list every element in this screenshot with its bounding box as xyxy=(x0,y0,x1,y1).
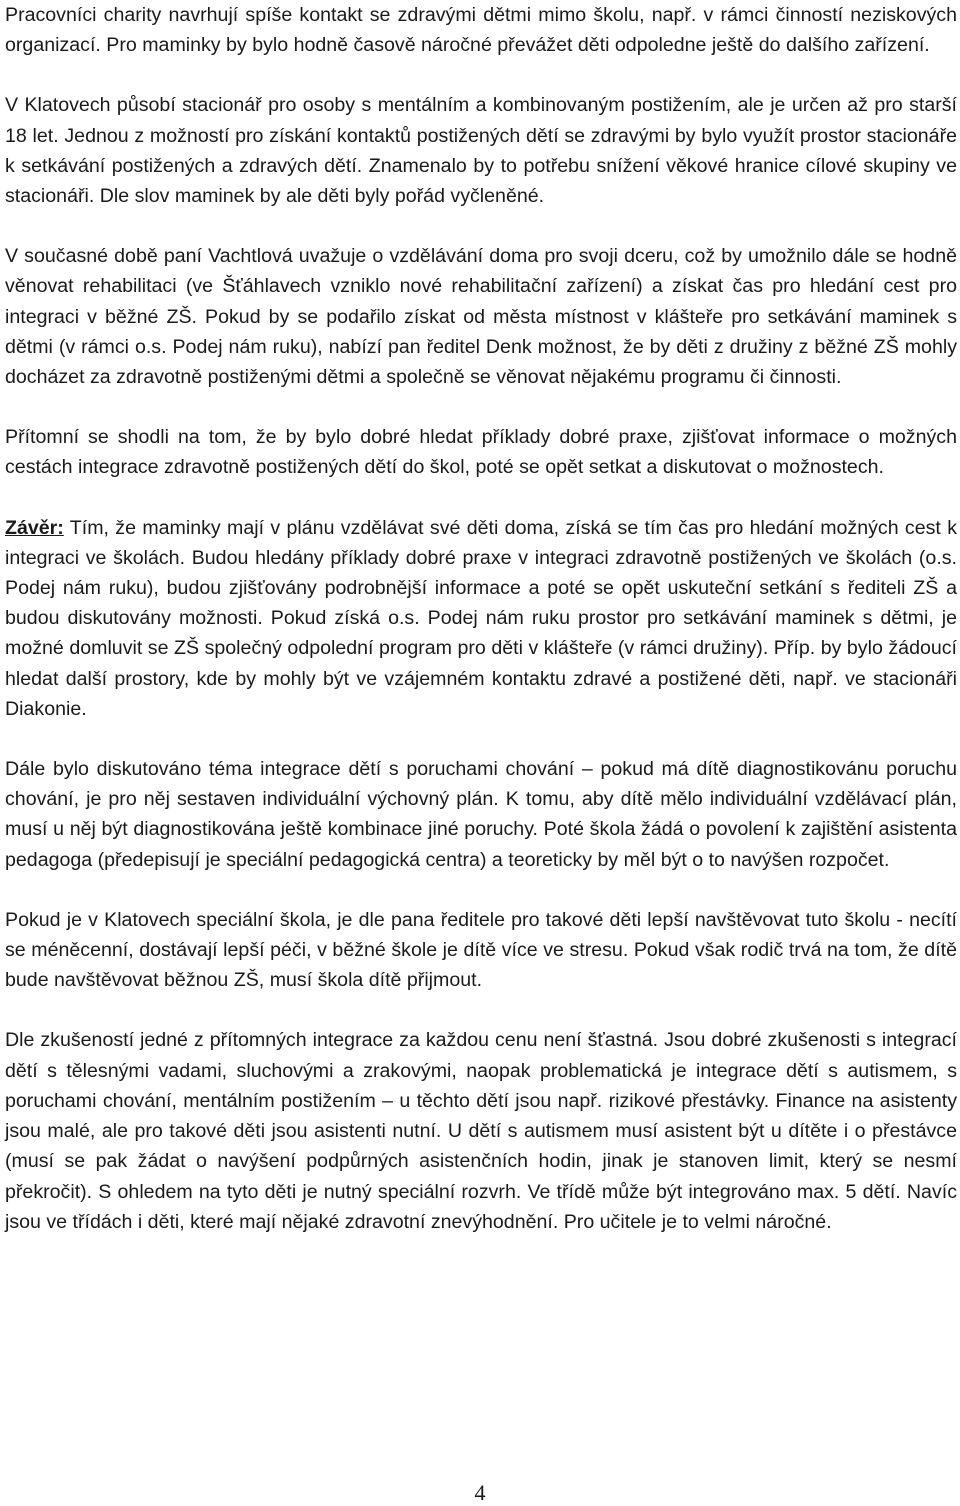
paragraph-charity-contact: Pracovníci charity navrhují spíše kontakt se zdravými dětmi mimo školu, např. v rámci činností neziskových organizací. Pro maminky by bylo hodně časově náročné převážet děti odpoledne ještě do dalšího zařízení. xyxy=(5,4,957,57)
paragraph-conclusion xyxy=(5,513,957,724)
paragraph-agreement: Přítomní se shodli na tom, že by bylo dobré hledat příklady dobré praxe, zjišťovat informace o možných cestách integrace zdravotně postižených dětí do škol, poté se opět setkat a diskutovat o možnostech. xyxy=(5,426,957,479)
paragraph-behavior-disorders: Dále bylo diskutováno téma integrace dětí s poruchami chování – pokud má dítě diagnostikovánu poruchu chování, je pro něj sestaven individuální výchovný plán. K tomu, aby dítě mělo individuální vzdělávací plán, musí u něj být diagnostikována ještě kombinace jiné poruchy. Poté škola žádá o povolení k zajištění asistenta pedagoga (předepisují je speciální pedagogická centra) a teoreticky by měl být o to navýšen rozpočet. xyxy=(5,758,957,871)
conclusion-label: Závěr: xyxy=(5,516,64,539)
page-number: 4 xyxy=(474,1480,486,1505)
paragraph-home-education: V současné době paní Vachtlová uvažuje o vzdělávání doma pro svoji dceru, což by umožnilo dále se hodně věnovat rehabilitaci (ve Šťáhlavech vzniklo nové rehabilitační zařízení) a získat čas pro hledání cest pro integraci v běžné ZŠ. Pokud by se podařilo získat od města místnost v klášteře pro setkávání maminek s dětmi (v rámci o.s. Podej nám ruku), nabízí pan ředitel Denk možnost, že by děti z družiny z běžné ZŠ mohly docházet za zdravotně postiženými dětmi a společně se věnovat nějakému programu či činnosti. xyxy=(5,245,957,389)
conclusion-text: Tím, že maminky mají v plánu vzdělávat své děti doma, získá se tím čas pro hledání možných cest k integraci ve školách. Budou hledány příklady dobré praxe v integraci zdravotně postižených ve školách (o.s. Podej nám ruku), budou zjišťovány podrobnější informace a poté se opět uskuteční setkání s řediteli ZŠ a budou diskutovány možnosti. Pokud získá o.s. Podej nám ruku prostor pro setkávání maminek s dětmi, je možné domluvit se ZŠ společný odpolední program pro děti v klášteře (v rámci družiny). Příp. by bylo žádoucí hledat další prostory, kde by mohly být ve vzájemném kontaktu zdravé a postižené děti, např. ve stacionáři Diakonie. xyxy=(5,516,957,720)
paragraph-special-school: Pokud je v Klatovech speciální škola, je dle pana ředitele pro takové děti lepší navštěvovat tuto školu - necítí se méněcenní, dostávají lepší péči, v běžné škole je dítě více ve stresu. Pokud však rodič trvá na tom, že dítě bude navštěvovat běžnou ZŠ, musí škola dítě přijmout. xyxy=(5,908,957,992)
document-page xyxy=(5,0,957,1237)
paragraph-stacionar: V Klatovech působí stacionář pro osoby s mentálním a kombinovaným postižením, ale je určen až pro starší 18 let. Jednou z možností pro získání kontaktů postižených dětí se zdravými by bylo využít prostor stacionáře k setkávání postižených a zdravých dětí. Znamenalo by to potřebu snížení věkové hranice cílové skupiny ve stacionáři. Dle slov maminek by ale děti byly pořád vyčleněné. xyxy=(5,94,957,208)
paragraph-integration-experience: Dle zkušeností jedné z přítomných integrace za každou cenu není šťastná. Jsou dobré zkušenosti s integrací dětí s tělesnými vadami, sluchovými a zrakovými, naopak problematická je integrace dětí s autismem, s poruchami chování, mentálním postižením – u těchto dětí jsou např. rizikové přestávky. Finance na asistenty jsou malé, ale pro takové děti jsou asistenti nutní. U dětí s autismem musí asistent být u dítěte i o přestávce (musí se pak žádat o navýšení podpůrných asistenčních hodin, jinak je stanoven limit, který se nesmí překročit). S ohledem na tyto děti je nutný speciální rozvrh. Ve třídě může být integrováno max. 5 dětí. Navíc jsou ve třídách i děti, které mají nějaké zdravotní znevýhodnění. Pro učitele je to velmi náročné. xyxy=(5,1029,957,1233)
